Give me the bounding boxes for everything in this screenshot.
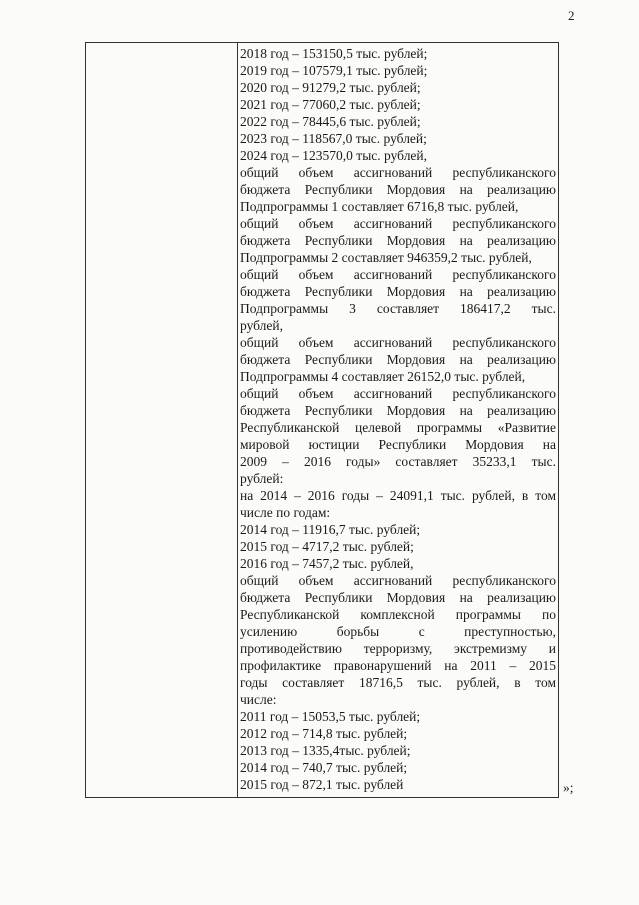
- text-line: общий объем ассигнований республиканского: [240, 573, 556, 588]
- text-line: общий объем ассигнований республиканского: [240, 165, 556, 180]
- text-line: бюджета Республики Мордовия на реализацию: [240, 403, 556, 418]
- text-line: 2015 год – 872,1 тыс. рублей: [240, 777, 404, 792]
- text-line: Республиканской целевой программы «Развитие: [240, 420, 556, 435]
- table-left-cell: [86, 43, 238, 797]
- text-line: 2011 год – 15053,5 тыс. рублей;: [240, 709, 421, 724]
- text-line: усилению борьбы с преступностью,: [240, 624, 556, 639]
- text-line: 2016 год – 7457,2 тыс. рублей,: [240, 556, 414, 571]
- text-line: 2018 год – 153150,5 тыс. рублей;: [240, 46, 428, 61]
- text-line: 2012 год – 714,8 тыс. рублей;: [240, 726, 408, 741]
- text-line: 2019 год – 107579,1 тыс. рублей;: [240, 63, 428, 78]
- text-line: 2014 год – 740,7 тыс. рублей;: [240, 760, 408, 775]
- table-right-cell: [238, 43, 558, 797]
- text-line: общий объем ассигнований республиканского: [240, 216, 556, 231]
- text-line: Подпрограммы 3 составляет 186417,2 тыс.: [240, 301, 556, 316]
- text-line: общий объем ассигнований республиканского: [240, 267, 556, 282]
- text-line: бюджета Республики Мордовия на реализацию: [240, 284, 556, 299]
- text-line: Подпрограммы 1 составляет 6716,8 тыс. рублей,: [240, 199, 519, 214]
- text-line: общий объем ассигнований республиканского: [240, 386, 556, 401]
- text-line: годы составляет 18716,5 тыс. рублей, в том: [240, 675, 556, 690]
- text-line: 2024 год – 123570,0 тыс. рублей,: [240, 148, 428, 163]
- page-number: 2: [568, 8, 575, 23]
- text-line: 2009 – 2016 годы» составляет 35233,1 тыс.: [240, 454, 556, 469]
- text-line: 2013 год – 1335,4тыс. рублей;: [240, 743, 411, 758]
- text-line: 2021 год – 77060,2 тыс. рублей;: [240, 97, 421, 112]
- program-table: [85, 42, 559, 798]
- text-line: 2023 год – 118567,0 тыс. рублей;: [240, 131, 427, 146]
- text-line: 2014 год – 11916,7 тыс. рублей;: [240, 522, 421, 537]
- text-line: рублей,: [240, 318, 284, 333]
- text-line: мировой юстиции Республики Мордовия на: [240, 437, 556, 452]
- text-line: бюджета Республики Мордовия на реализацию: [240, 352, 556, 367]
- text-line: профилактике правонарушений на 2011 – 2015: [240, 658, 556, 673]
- text-line: Республиканской комплексной программы по: [240, 607, 556, 622]
- text-line: бюджета Республики Мордовия на реализацию: [240, 182, 556, 197]
- text-line: противодействию терроризму, экстремизму и: [240, 641, 556, 656]
- text-line: бюджета Республики Мордовия на реализацию: [240, 233, 556, 248]
- closing-quote: »;: [563, 780, 574, 795]
- text-line: бюджета Республики Мордовия на реализацию: [240, 590, 556, 605]
- text-line: числе:: [240, 692, 277, 707]
- text-line: Подпрограммы 2 составляет 946359,2 тыс. рублей,: [240, 250, 532, 265]
- text-line: на 2014 – 2016 годы – 24091,1 тыс. рублей, в том: [240, 488, 556, 503]
- text-line: общий объем ассигнований республиканского: [240, 335, 556, 350]
- text-line: 2015 год – 4717,2 тыс. рублей;: [240, 539, 414, 554]
- text-line: Подпрограммы 4 составляет 26152,0 тыс. рублей,: [240, 369, 526, 384]
- text-line: 2020 год – 91279,2 тыс. рублей;: [240, 80, 421, 95]
- text-line: 2022 год – 78445,6 тыс. рублей;: [240, 114, 421, 129]
- text-line: числе по годам:: [240, 505, 331, 520]
- text-line: рублей:: [240, 471, 284, 486]
